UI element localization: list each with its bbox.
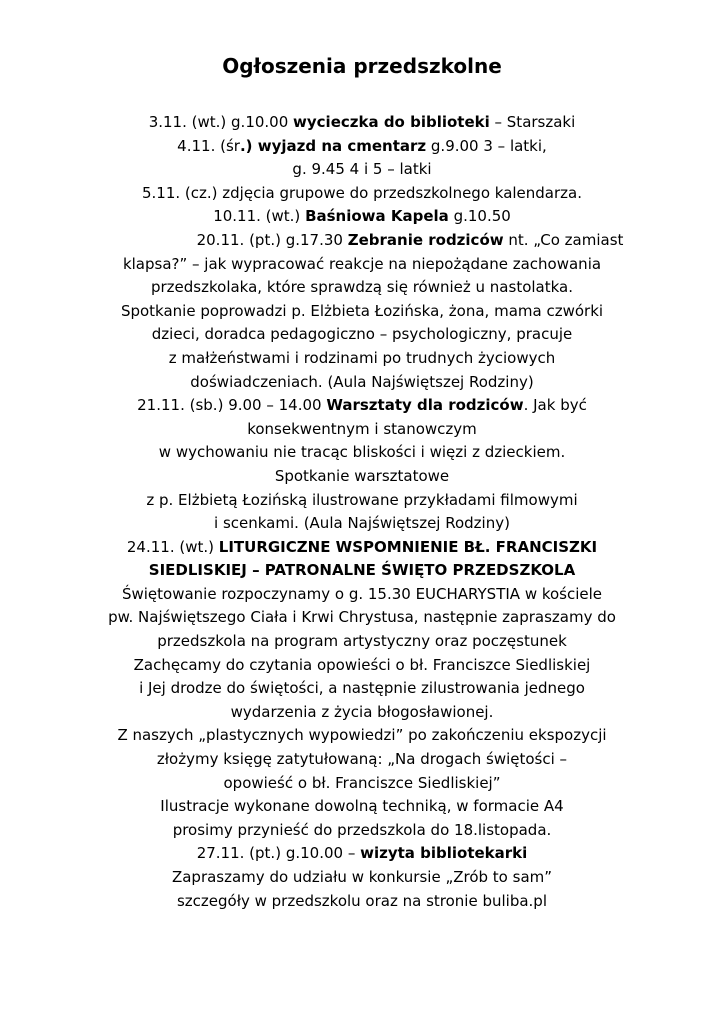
text-segment: 27.11. (pt.) g.10.00 –: [196, 844, 361, 863]
text-line: [70, 654, 654, 678]
text-segment: konsekwentnym i stanowczym: [247, 419, 477, 438]
text-line: [70, 300, 654, 324]
text-line: [70, 512, 654, 536]
text-segment: 20.11. (pt.) g.17.30: [196, 230, 348, 249]
text-line: [70, 701, 654, 725]
text-line: [70, 677, 654, 701]
text-line: [70, 890, 654, 914]
bold-text-segment: wycieczka do biblioteki: [293, 113, 490, 131]
text-line: [70, 866, 654, 890]
text-segment: złożymy księgę zatytułowaną: „Na drogach świętości –: [156, 750, 568, 769]
text-segment: opowieść o bł. Franciszce Siedliskiej”: [223, 773, 501, 792]
text-line: [70, 489, 654, 513]
bold-text-segment: Zebranie rodziców: [347, 230, 504, 249]
text-segment: szczegóły w przedszkolu oraz na stronie buliba.pl: [176, 891, 547, 910]
text-line: [70, 772, 654, 796]
text-segment: nt. „Co zamiast: [503, 230, 624, 249]
text-segment: 10.11. (wt.): [213, 207, 306, 226]
text-segment: 3.11. (wt.) g.10.00: [148, 113, 294, 131]
text-line: [70, 276, 654, 300]
text-line: [70, 135, 654, 159]
text-segment: 4.11. (śr: [177, 136, 240, 155]
text-segment: i scenkami. (Aula Najświętszej Rodziny): [214, 514, 510, 533]
text-segment: wydarzenia z życia błogosławionej.: [230, 702, 494, 721]
bold-text-segment: LITURGICZNE WSPOMNIENIE BŁ. FRANCISZKI: [218, 537, 598, 556]
text-segment: – Starszaki: [489, 113, 576, 131]
text-line: [70, 536, 654, 560]
text-line: [70, 158, 654, 182]
text-segment: g.9.00 3 – latki,: [426, 136, 547, 155]
text-line: [70, 748, 654, 772]
text-line: [70, 630, 654, 654]
text-segment: 21.11. (sb.) 9.00 – 14.00: [137, 396, 327, 415]
text-line: [70, 606, 654, 630]
document-title: Ogłoszenia przedszkolne: [222, 54, 502, 78]
text-line: [70, 371, 654, 395]
text-segment: Spotkanie warsztatowe: [274, 466, 450, 485]
text-segment: pw. Najświętszego Ciała i Krwi Chrystusa, następnie zapraszamy do: [108, 608, 616, 627]
text-line: [70, 418, 654, 442]
text-segment: 24.11. (wt.): [126, 537, 219, 556]
text-segment: Świętowanie rozpoczynamy o g. 15.30 EUCHARYSTIA w kościele: [121, 584, 603, 603]
text-segment: Ilustracje wykonane dowolną techniką, w formacie A4: [160, 797, 564, 816]
bold-text-segment: Warsztaty dla rodziców: [326, 396, 524, 415]
bold-text-segment: wizyta bibliotekarki: [360, 844, 528, 863]
bold-text-segment: .) wyjazd na cmentarz: [239, 136, 427, 155]
text-segment: przedszkolaka, które sprawdzą się również u nastolatka.: [150, 278, 573, 297]
text-segment: z małżeństwami i rodzinami po trudnych życiowych: [168, 348, 556, 367]
text-segment: dzieci, doradca pedagogiczno – psychologiczny, pracuje: [151, 325, 573, 344]
text-line: [70, 559, 654, 583]
text-segment: Zapraszamy do udziału w konkursie „Zrób to sam”: [171, 868, 553, 886]
text-segment: 5.11. (cz.) zdjęcia grupowe do przedszkolnego kalendarza.: [141, 183, 583, 202]
text-line: [70, 583, 654, 607]
announcements-body: [70, 111, 654, 913]
text-line: [70, 347, 654, 371]
text-segment: klapsa?” – jak wypracować reakcje na niepożądane zachowania: [122, 254, 602, 273]
bold-text-segment: SIEDLISKIEJ – PATRONALNE ŚWIĘTO PRZEDSZKOLA: [148, 561, 576, 580]
bold-text-segment: Baśniowa Kapela: [305, 207, 449, 226]
text-segment: w wychowaniu nie tracąc bliskości i więzi z dzieckiem.: [158, 443, 566, 462]
text-segment: g. 9.45 4 i 5 – latki: [292, 160, 432, 179]
text-line: [70, 182, 654, 206]
text-line: [70, 253, 654, 277]
text-line: [70, 465, 654, 489]
text-line: [70, 111, 654, 135]
text-segment: Spotkanie poprowadzi p. Elżbieta Łozińska, żona, mama czwórki: [120, 301, 604, 320]
text-line: [70, 205, 654, 229]
text-line: [70, 394, 654, 418]
text-segment: przedszkola na program artystyczny oraz poczęstunek: [157, 632, 567, 651]
text-line: [70, 323, 654, 347]
text-segment: prosimy przynieść do przedszkola do 18.listopada.: [172, 820, 552, 839]
text-segment: Zachęcamy do czytania opowieści o bł. Franciszce Siedliskiej: [133, 655, 591, 674]
text-segment: i Jej drodze do świętości, a następnie zilustrowania jednego: [139, 679, 585, 698]
text-segment: z p. Elżbietą Łozińską ilustrowane przykładami filmowymi: [146, 490, 578, 509]
text-line: [70, 795, 654, 819]
text-segment: g.10.50: [448, 207, 511, 226]
text-segment: Z naszych „plastycznych wypowiedzi” po zakończeniu ekspozycji: [117, 726, 607, 745]
text-line: [70, 441, 654, 465]
text-line: [70, 842, 654, 866]
text-segment: doświadczeniach. (Aula Najświętszej Rodziny): [190, 372, 534, 391]
text-line: [70, 229, 654, 253]
text-segment: . Jak być: [523, 396, 587, 415]
text-line: [70, 819, 654, 843]
text-line: [70, 724, 654, 748]
